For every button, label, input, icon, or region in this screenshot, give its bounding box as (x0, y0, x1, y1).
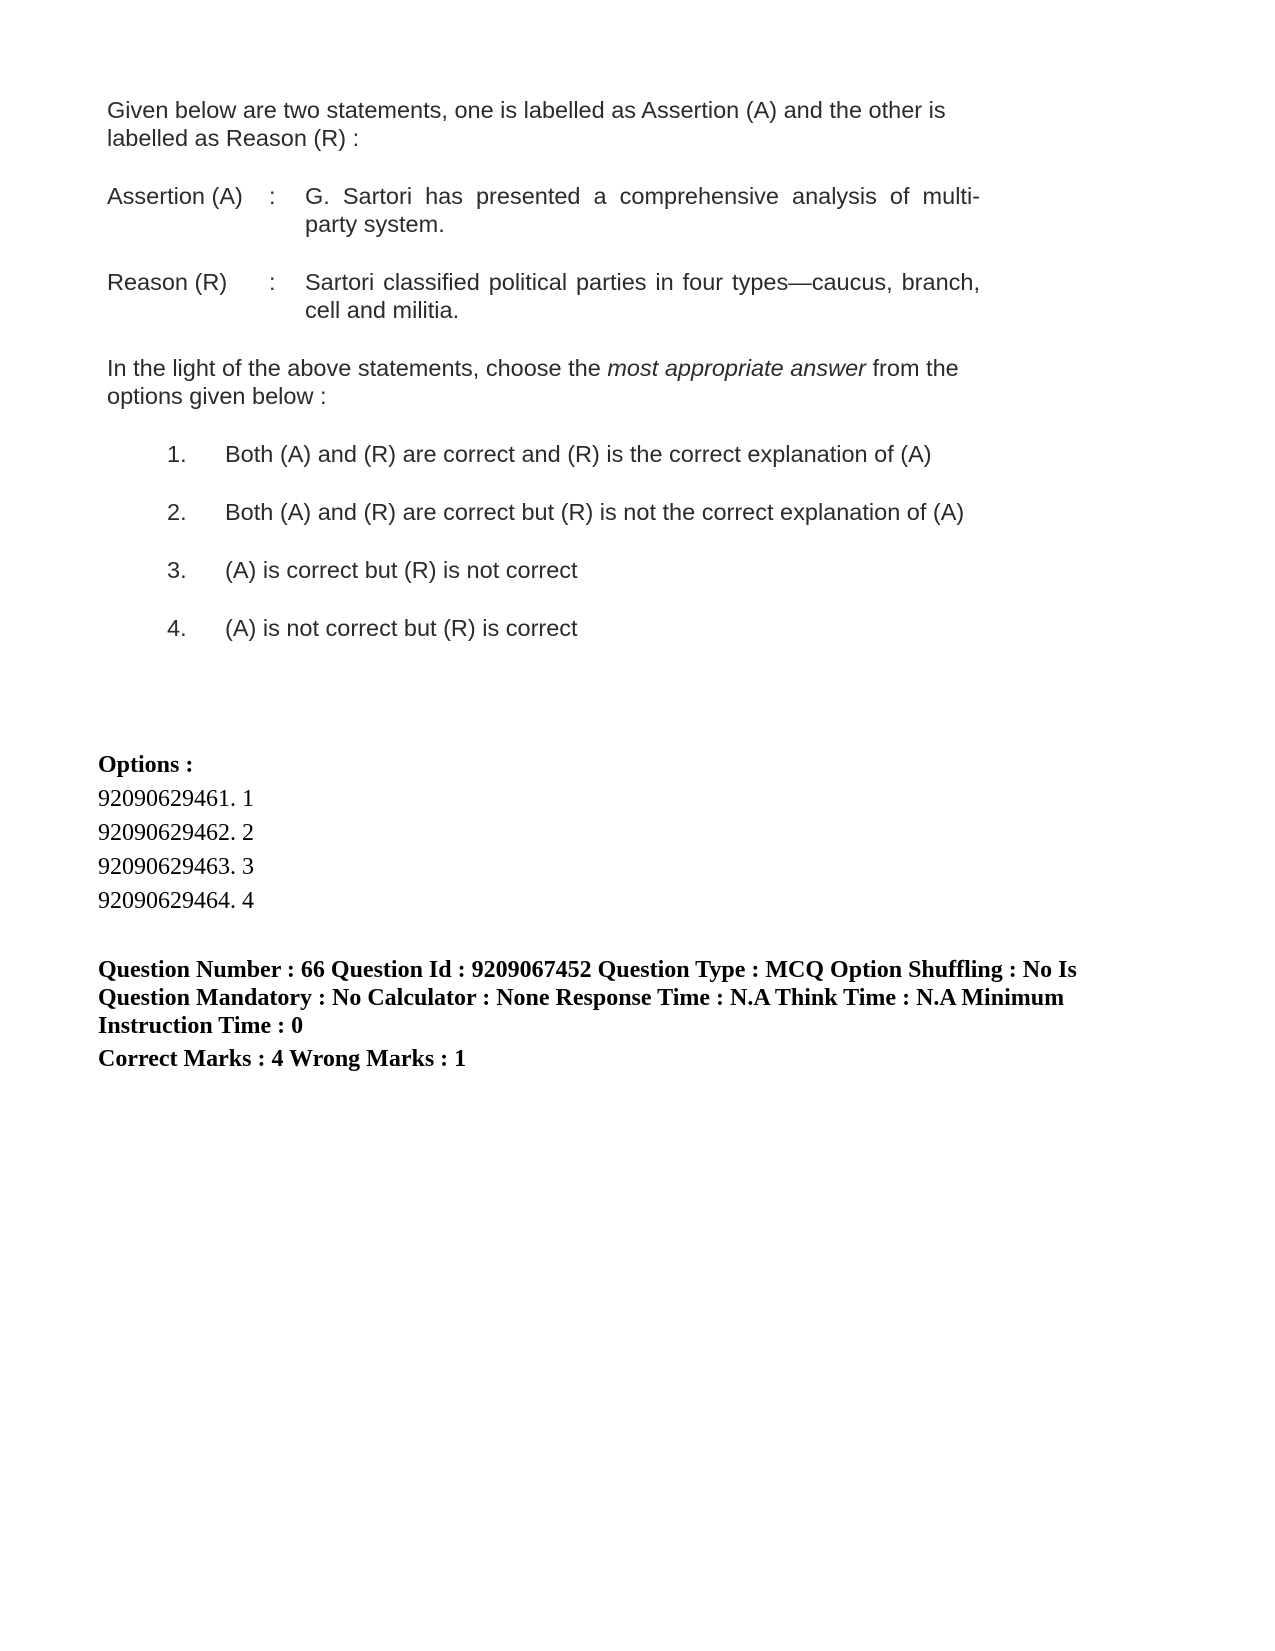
option-line: 92090629462. 2 (98, 820, 254, 846)
instruction-emphasis: most appropriate answer (607, 355, 866, 381)
answer-text: Both (A) and (R) are correct and (R) is the correct explanation of (A) (225, 441, 932, 467)
question-image (107, 96, 987, 672)
marks-info: Correct Marks : 4 Wrong Marks : 1 (98, 1046, 467, 1072)
reason-colon: : (269, 269, 276, 295)
option-line: 92090629461. 1 (98, 786, 254, 812)
option-line: 92090629463. 3 (98, 854, 254, 880)
answer-text: (A) is correct but (R) is not correct (225, 557, 578, 583)
assertion-colon: : (269, 183, 276, 209)
option-line: 92090629464. 4 (98, 888, 254, 914)
question-instruction: In the light of the above statements, choose the most appropriate answer from the options given below : (107, 355, 959, 409)
question-intro: Given below are two statements, one is labelled as Assertion (A) and the other is labelled as Reason (R) : (107, 97, 946, 151)
answer-number: 2. (167, 499, 187, 525)
question-meta (98, 748, 1198, 1073)
answer-number: 1. (167, 441, 187, 467)
reason-statement (107, 268, 987, 324)
assertion-text: G. Sartori has presented a comprehensive analysis of multi-party system. (305, 183, 980, 237)
reason-text: Sartori classified political parties in four types—caucus, branch, cell and militia. (305, 269, 980, 323)
answer-list (107, 440, 987, 642)
answer-item (167, 556, 987, 584)
reason-label: Reason (R) (107, 269, 228, 295)
options-heading: Options : (98, 752, 194, 778)
answer-item (167, 440, 987, 468)
answer-item (167, 614, 987, 642)
answer-text: Both (A) and (R) are correct but (R) is not the correct explanation of (A) (225, 499, 965, 525)
assertion-label: Assertion (A) (107, 183, 243, 209)
question-info: Question Number : 66 Question Id : 9209067452 Question Type : MCQ Option Shuffling : No Is Question Mandatory : No Calculator : None Response Time : N.A Think Time : N.A Minimum Instruction Time : 0 (98, 957, 1077, 1039)
answer-item (167, 498, 987, 526)
answer-number: 3. (167, 557, 187, 583)
assertion-statement (107, 182, 987, 238)
answer-number: 4. (167, 615, 187, 641)
answer-text: (A) is not correct but (R) is correct (225, 615, 578, 641)
